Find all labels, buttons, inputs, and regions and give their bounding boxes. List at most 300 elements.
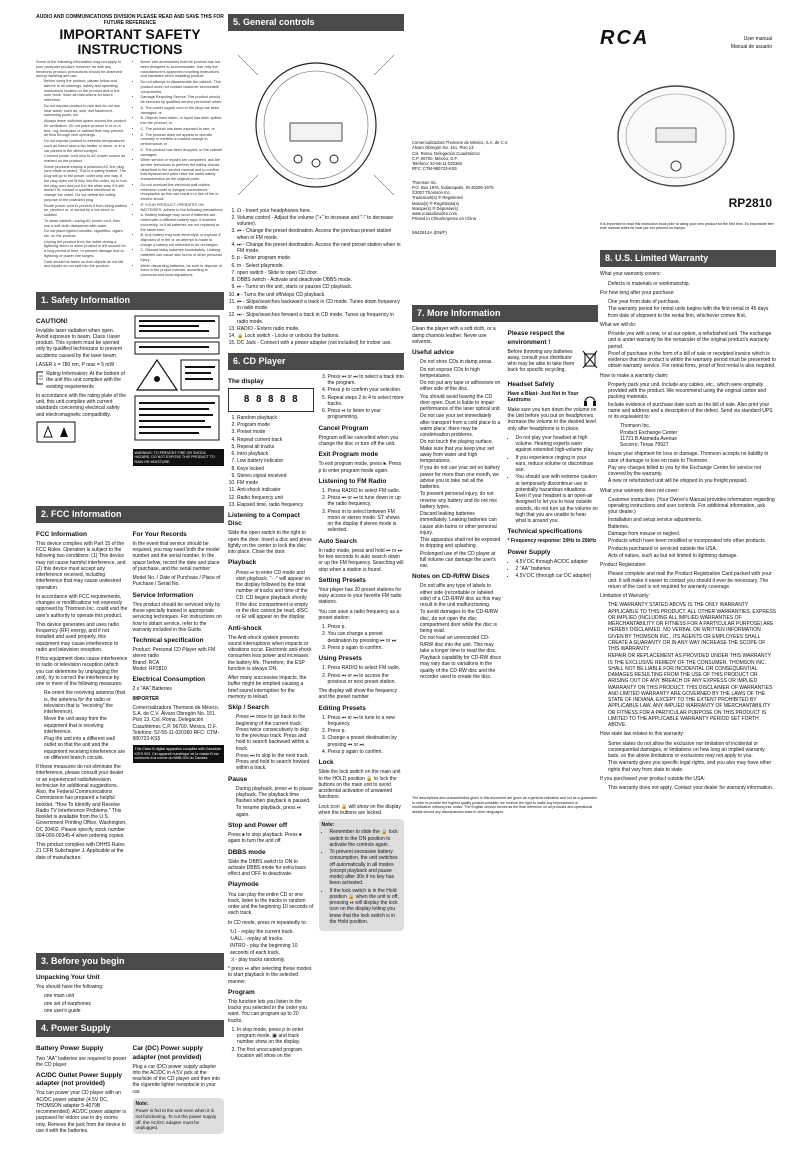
acdc-text: You can power your CD player with an AC/DC power adapter (4.5V DC, THOMSON adapter 5-4079B recommended). AC/DC power adapter is purposed for indoor use in dry rooms only. Remove the jack from the device to use it with the batteries. bbox=[36, 1090, 127, 1134]
control-item: 4. ⏭ - Change the preset destination. Access the next preset station when in FM mode. bbox=[237, 242, 404, 255]
safety-item: • E. The product has been dropped, or the cabinet damaged. bbox=[141, 148, 225, 157]
outside-head: If you purchased your product outside the USA: bbox=[600, 775, 706, 782]
useful-item: • This apparatus shall not be exposed to dripping and splashing. bbox=[420, 537, 503, 550]
safety-item: • A. The power supply cord or the plug has been damaged; or bbox=[141, 106, 225, 115]
power-note bbox=[133, 1098, 225, 1134]
display-item: 1. Random playback bbox=[237, 415, 314, 421]
skip-item: • Press ⏮ once to go back to the beginning of the current track. Press twice consecutively to skip to the previous track. Press and hold to search backward within a track. bbox=[236, 714, 314, 752]
not-cover-head: What your warranty does not cover: bbox=[600, 487, 679, 494]
warranty-item: • Products purchased or serviced outside the USA. bbox=[608, 546, 776, 552]
model-number: RP2810 bbox=[728, 196, 772, 210]
control-item: 8. DBBS switch - Activate and deactivate DBBS mode. bbox=[237, 277, 404, 283]
cdr-item: • Playback capability for CD-RW discs may vary due to variations in the quality of the CD-RW disc and the recorder used to create the disc. bbox=[420, 655, 503, 680]
cdr-item: • Do not load an unrecorded CD-R/RW disc into the unit. This may take a longer time to read the disc. bbox=[420, 635, 503, 654]
caution-title: CAUTION! bbox=[36, 317, 68, 325]
display-diagram bbox=[228, 388, 314, 412]
editing-step: 3. Change a preset destination by pressing ⏮ or ⏭. bbox=[328, 735, 405, 748]
headset-head: Headset Safety bbox=[507, 380, 555, 388]
laser-labels-icon bbox=[133, 314, 221, 444]
disclaimer: The descriptions and characteristics given in this document are given as a general indication and not as a guarantee. In order to provide the highest quality product possible, we reserve the right to make any improvement or modification without prior notice. The English version serves as the final reference on all products and operational details should any discrepancies arise in other languages. bbox=[412, 796, 598, 814]
display-item: 6. Intro playback bbox=[237, 451, 314, 457]
power-list bbox=[508, 559, 599, 580]
safety-list-b bbox=[133, 60, 225, 278]
power-item: • 4.5V DC through AC/DC adapter bbox=[516, 559, 599, 565]
warranty-item: • The warranty period for rental units begins with the first rental or 45 days from date of shipment to the rental firm, whichever comes first. bbox=[608, 306, 776, 319]
power-note-title: Note: bbox=[135, 1100, 149, 1107]
section-4-header: 4. Power Supply bbox=[36, 1020, 224, 1037]
pause-list bbox=[228, 786, 314, 818]
warranty-registration bbox=[600, 571, 776, 590]
presets-step: 1. Press p. bbox=[328, 624, 405, 630]
warranty-item: • One year from date of purchase. bbox=[608, 299, 776, 305]
editing-head: Editing Presets bbox=[318, 704, 366, 712]
anti-text-2: After many successive impacts, the buffer might be emptied causing a brief sound interruption for the memory to reload. bbox=[228, 675, 307, 700]
warranty-item: • Customer instruction. (Your Owner's Manual provides information regarding operating instructions and user controls. For additional information, ask your dealer.) bbox=[608, 497, 776, 516]
useful-list bbox=[412, 359, 503, 569]
warranty-state bbox=[600, 741, 776, 773]
importer-head: IMPORTER bbox=[132, 695, 159, 702]
unpack-item: • one user's guide bbox=[44, 1008, 224, 1014]
safety-item: • Some products employ a polarized AC line plug (one blade is wider). This is a safety feature. The plug will go in the power outlet only one way. If the plug does not fit fully into the outlet, try to turn the plug over and put it in the other way. If it still doesn't fit, contact a qualified electrician to change the outlet. Do not defeat the safety purpose of the polarized plug. bbox=[44, 165, 128, 203]
stop-head: Stop and Power off bbox=[228, 821, 288, 829]
state-head: How state law relates to this warranty: bbox=[600, 731, 685, 738]
display-item: 3. Preset mode bbox=[237, 429, 314, 435]
section-2-header: 2. FCC Information bbox=[36, 506, 224, 523]
controls-list bbox=[228, 208, 404, 347]
safety-item: • Do not expose product to rain and do not use near water; such as, sink, wet basement, swimming pools, etc. bbox=[44, 104, 128, 118]
player-cover-image bbox=[606, 70, 756, 200]
warranty-outside bbox=[600, 785, 776, 791]
limit-head: Limitation of Warranty: bbox=[600, 593, 650, 599]
manual-es: Manual de usuario bbox=[730, 44, 772, 50]
tech-freq: * Frequency response: 20Hz to 20kHz bbox=[507, 538, 597, 545]
display-item: 10. FM mode bbox=[237, 480, 314, 486]
presets-step: 2. You can change a preset destination by pressing ⏮ or ⏭. bbox=[328, 631, 405, 644]
fcc-text-4: If this equipment does cause interference to radio or television reception (which you can determine by unplugging the unit), try to correct the interference by one or more of the following measures: bbox=[36, 656, 128, 688]
headset-item: • You should use with extreme caution or temporarily discontinue use in potentially hazardous situations. Even if your headset is an open-air designed to let you to hear outside sounds, do not turn up the volume so high that you are unable to hear what is around you. bbox=[516, 474, 599, 524]
safety-list-a bbox=[36, 79, 128, 269]
batt-text: Two "AA" batteries are required to power the CD player bbox=[36, 1055, 127, 1068]
safety-item: • IF YOUR PRODUCT OPERATES ON BATTERIES, adhere to the following precautions: bbox=[141, 203, 225, 212]
warranty-item: • Pay any charges billed to you by the Exchange Center for service not covered by the warranty. bbox=[608, 465, 776, 478]
warranty-how-make bbox=[600, 382, 776, 421]
car-head: Car (DC) Power supply adapter (not provided) bbox=[132, 1045, 203, 1061]
section-6-header: 6. CD Player bbox=[228, 353, 404, 370]
program-text: This function lets you listen to the tracks you selected in the order you want. You can program up to 20 tracks. bbox=[228, 998, 307, 1024]
cdr-list bbox=[412, 583, 503, 680]
anti-head: Anti-shock bbox=[228, 624, 262, 632]
control-item: 5. p - Enter program mode. bbox=[237, 255, 404, 261]
caution-text: Invisible laser radiation when open. Avoid exposure to beam. Class I laser product. This system must be opened only by qualified technicians to prevent accidents caused by the laser beam. bbox=[36, 327, 122, 359]
acdc-head: AC/DC Outlet Power Supply adapter (not provided) bbox=[36, 1072, 122, 1088]
important-note: It is important to read this instruction book prior to using your new product for the first time. Es importante leer este manual antes de usar por vez primera su equipo. bbox=[600, 222, 774, 231]
using-text: The display will show the frequency and the preset number. bbox=[318, 688, 398, 701]
pause-head: Pause bbox=[228, 775, 248, 783]
presets-text-2: You can save a radio frequency as a preset station: bbox=[318, 608, 400, 621]
fm-step: 2. Press ⏮ or ⏭ to tune down or up the radio frequency. bbox=[328, 495, 405, 508]
pause-item: • During playback, press ⏯ to pause playback. The playback time flashes when playback is paused. bbox=[236, 786, 314, 805]
warranty-item: • Provide you with a new, or at our option, a refurbished unit. The exchange unit is under warranty for the remainder of the original product's warranty period. bbox=[608, 331, 776, 350]
section-3-header: 3. Before you begin bbox=[36, 953, 224, 970]
display-item: 2. Program mode bbox=[237, 422, 314, 428]
control-item: 7. open switch - Slide to open CD door. bbox=[237, 270, 404, 276]
exit-text: To exit program mode, press ⏹. Press p to enter program mode again. bbox=[318, 461, 402, 474]
lock-text-2: Lock icon 🔒 will show on the display when the buttons are locked. bbox=[318, 803, 401, 816]
editing-step: 2. Press p. bbox=[328, 728, 405, 734]
laser-spec: LASER λ = 780 nm, P max = 5 mW bbox=[36, 361, 115, 368]
warranty-more bbox=[600, 451, 776, 484]
warranty-item: • Batteries. bbox=[608, 524, 776, 530]
warranty-item: • Acts of nature, such as but not limited to lightning damage. bbox=[608, 553, 776, 559]
safety-item: • Route power cord to prevent it from being walked on, pinched or, or sorted by a hot stove or radiator. bbox=[44, 204, 128, 218]
safety-item: • Do not overload the electrical wall outlets, extension cords or integral convenience receptacles as this can result in a risk of fire or electric shock. bbox=[141, 183, 225, 202]
program-step: 3. Press ⏮ or ⏭ to select a track into the program. bbox=[328, 374, 405, 387]
safety-item: • Care should be taken so that objects do not fall and liquids do not spill into the product. bbox=[44, 260, 128, 269]
lock-text-1: Slide the lock switch on the main unit to the HOLD position 🔒 to lock the buttons on the main unit to avoid accidental activation of unwanted functions. bbox=[318, 769, 401, 801]
safety-item: • To clean cabinet, unplug AC power cord, then use a soft cloth dampened with water. bbox=[44, 219, 128, 228]
useful-item: • Do not expose CDs to high temperatures. bbox=[420, 367, 503, 380]
cd-note-title: Note: bbox=[321, 822, 335, 828]
rating-text: Rating Information: At the bottom of the unit this unit complies with the existing requirements bbox=[46, 371, 125, 390]
warranty-item: • Insure your shipment for loss or damage. Thomson accepts no liability in case of damage or loss en route to Thomson. bbox=[608, 451, 776, 464]
records-text: In the event that service should be required, you may need both the model number and the serial number. In the space below, record the date and place of purchase, and the serial number: bbox=[132, 540, 220, 572]
unpack-head: Unpacking Your Unit bbox=[36, 974, 100, 982]
bin-crossed-icon bbox=[582, 349, 598, 369]
display-list bbox=[228, 415, 314, 508]
service-head: Service Information bbox=[132, 591, 194, 599]
skip-item: • Press ⏭ to skip to the next track. Press and hold to search forward within a track. bbox=[236, 753, 314, 772]
cd-note-list bbox=[322, 829, 402, 925]
display-item: 5. Repeat all tracks bbox=[237, 444, 314, 450]
safety-item: • A. Battery leakage may occur if batteries are mixed with a different battery type, if inserted incorrectly, or if all batteries are not replaced at the same time. bbox=[141, 213, 225, 232]
cancel-head: Cancel Program bbox=[318, 424, 369, 432]
warranty-item: • THE WARRANTY STATED ABOVE IS THE ONLY WARRANTY APPLICABLE TO THIS PRODUCT. ALL OTHER WARRANTIES, EXPRESS OR IMPLIED (INCLUDING ALL IMPLIED WARRANTIES OF MERCHANTABILITY OR FITNESS FOR A PARTICULAR PURPOSE) ARE HEREBY DISCLAIMED. NO VERBAL OR WRITTEN INFORMATION GIVEN BY THOMSON INC., ITS AGENTS OR EMPLOYEES SHALL CREATE A GUARANTY OR IN ANY WAY INCREASE THE SCOPE OF THIS WARRANTY. bbox=[608, 602, 776, 652]
useful-item: • If you do not use your set on battery power for more than one month, we advise you to take out all the batteries. bbox=[420, 465, 503, 490]
using-head: Using Presets bbox=[318, 655, 362, 663]
presets-text-1: Your player has 20 preset stations for easy access to your favorite FM radio stations. bbox=[318, 586, 402, 606]
car-text: Plug a car (DC) power supply adapter into the AC/DC in 4.5V jack at the rear/side of the CD player and then into the cigarette lighter receptacle in your car. bbox=[132, 1063, 220, 1095]
headset-list bbox=[508, 435, 599, 525]
fcc-text-6: This product complies with DHHS Rules 21 CFR Subchapter J. Applicable at the date of manufacture. bbox=[36, 842, 125, 861]
anti-text-1: The Anti-shock system prevents sound interruptions when impacts or vibrations occur. Electronic anti-shock consumes less power and increases the battery life. Therefore, the ESP function is always ON. bbox=[228, 634, 312, 672]
warning-text: WARNING: TO PREVENT FIRE OR SHOCK HAZARD, DO NOT EXPOSE THIS PRODUCT TO RAIN OR MOISTURE. bbox=[133, 449, 225, 466]
main-title-1: IMPORTANT SAFETY bbox=[59, 25, 201, 42]
what-covers-head: What your warranty covers: bbox=[600, 271, 661, 278]
canada-note: This Class B digital apparatus complies with Canadian ICES-003. Cet appareil numérique de la classe B est conforme à la norme du NMB-003 du Canada. bbox=[133, 745, 225, 762]
elec-text: 2 x "AA" Batteries bbox=[132, 686, 172, 693]
playmode-head: Playmode bbox=[228, 881, 259, 889]
column-warranty bbox=[600, 0, 776, 1131]
useful-head: Useful advice bbox=[412, 349, 454, 357]
fcc-body bbox=[36, 527, 224, 947]
fcc-bullet: • Plug the unit into a different wall outlet so that the unit and the equipment receiving interference are on different branch circuits. bbox=[44, 736, 128, 761]
playmode-text-2: In CD mode, press m repeatedly to: bbox=[228, 919, 307, 926]
warranty-item: • Some states do not allow the exclusion nor limitation of incidental or consequential damages, or limitations on how long an implied warranty lasts, so the above limitations or exclusions may not apply to you. bbox=[608, 741, 776, 760]
display-item: 9. Stereo signal received bbox=[237, 473, 314, 479]
safety-item: • Do not attempt to disassemble the cabinet. This product does not contain customer serviceable components. bbox=[141, 80, 225, 94]
fcc-text-1: This device complies with Part 15 of the FCC Rules. Operation is subject to the following two conditions: (1) This device may not cause harmful interference, and (2) this device must accept any interference received, including interference that may cause undesired operation. bbox=[36, 540, 126, 591]
using-steps bbox=[319, 665, 405, 685]
using-step: 1. Press RADIO to select FM radio. bbox=[328, 665, 405, 671]
useful-item: • You should avoid leaving the CD door open. Dust is liable to impair performance of the laser optical unit. bbox=[420, 394, 503, 413]
program-head: Program bbox=[228, 988, 255, 996]
section-1-header: 1. Safety Information bbox=[36, 292, 224, 309]
control-item: 6. m - Select playmode. bbox=[237, 263, 404, 269]
rca-logo: RCA bbox=[600, 27, 650, 49]
tech-head: Technical specification bbox=[132, 637, 204, 645]
safety-item: • C. Discard leaky batteries immediately. Leaking batteries can cause skin burns or other personal injury. bbox=[141, 248, 225, 262]
display-head: The display bbox=[228, 377, 264, 385]
fm-head: Listening to FM Radio bbox=[318, 477, 387, 485]
power-head: Power Supply bbox=[507, 548, 551, 556]
editing-step: 1. Press ⏮ or ⏭ to tune to a new frequency. bbox=[328, 715, 405, 728]
cdr-head: Notes on CD-R/RW Discs bbox=[412, 573, 490, 581]
safety-item: • Do not place lighted candles, cigarettes, cigars, etc. on the product. bbox=[44, 229, 128, 238]
headset-item: • If you experience ringing in your ears, reduce volume or discontinue use. bbox=[516, 455, 599, 474]
player-diagram bbox=[228, 35, 404, 205]
fcc-bullet: • Move the unit away from the equipment that is receiving interference. bbox=[44, 716, 128, 735]
fcc-head: FCC Information bbox=[36, 530, 87, 538]
safety-item: • Connect power cord only to AC power source as marked on the product. bbox=[44, 154, 128, 163]
fm-steps bbox=[319, 488, 405, 534]
power-note-text: Power is fed to the unit even when it is not functioning. To cut the power supply off, the AC/DC adapter must be unplugged. bbox=[135, 1108, 217, 1131]
fm-step: 1. Press RADIO to select FM radio. bbox=[328, 488, 405, 494]
caution-label-icon bbox=[36, 421, 76, 443]
exchange-address: Thomson Inc. Product Exchange Center 11721 B Alameda Avenue Socorro, Texas 79927 bbox=[620, 423, 678, 448]
display-item: 4. Repeat current track bbox=[237, 437, 314, 443]
playmode-text-1: You can play the entire CD or one track, listen to the tracks in random order and the beginning 10 seconds of each track. bbox=[228, 891, 314, 917]
skip-head: Skip / Search bbox=[228, 704, 269, 712]
how-make-head: How to make a warranty claim: bbox=[600, 372, 669, 379]
playmode-text-3: * press ⏯ after selecting these modes to start playback in the selected manner. bbox=[228, 966, 312, 985]
auto-text: In radio mode, press and hold ⏮ or ⏭ for two seconds to auto search down or up the FM frequency. Searching will stop when a station is found. bbox=[318, 547, 404, 573]
control-item: 14. 🔒 Lock switch - Locks or unlocks the buttons. bbox=[237, 333, 404, 339]
control-item: 1. ☊ - Insert your headphones here. bbox=[237, 208, 404, 214]
useful-item: • Do not put any tape or adhesives on either side of the disc. bbox=[420, 380, 503, 393]
importer-text: Comercializadora Thomson de México, S.A. de C.V. Álvaro Obregón No. 151. Piso 13. Col. Roma. Delegación Cuauhtémoc C.P. 06700. México, D.F. Telefono: 52-55-11-020360 RFC: CTM-980723-KS5 bbox=[132, 704, 220, 743]
stop-text: Press ⏹ to stop playback. Press ⏹ again to turn the unit off. bbox=[228, 832, 302, 845]
exit-head: Exit Program mode bbox=[318, 451, 379, 459]
safety-item: • Before using the product, please follow and adhere to all warnings, safety and operating instructions located on the product and in the user book. Save all instructions for future reference. bbox=[44, 79, 128, 103]
cdr-item: • Do not affix any type of labels to either side (recordable or labeled side) of a CD-R/RW disc as this may result in the unit malfunctioning. bbox=[420, 583, 503, 608]
section-5-header: 5. General controls bbox=[228, 14, 404, 31]
playmode-item: INTRO - play the beginning 10 seconds of each track. bbox=[230, 943, 298, 956]
control-item: 11. ⏮ - Skips/searches backward a track in CD mode. Tunes down frequency in radio mode. bbox=[237, 299, 404, 312]
warranty-item: • Damage from misuse or neglect. bbox=[608, 531, 776, 537]
section-7-header: 7. More Information bbox=[412, 305, 598, 322]
playmode-item: ↻1 - replay the current track. bbox=[230, 928, 294, 935]
presets-steps bbox=[319, 624, 405, 651]
warranty-item: • Properly pack your unit. Include any cables, etc., which were originally provided with the product. We recommend using the original carton and packing materials. bbox=[608, 382, 776, 401]
display-item: 8. Keys locked bbox=[237, 466, 314, 472]
cover-area bbox=[600, 0, 776, 236]
safety-columns bbox=[36, 60, 224, 286]
headset-text-2: Make sure you turn down the volume on the unit before you put on headphones. Increase the volume to the desired level only after headphone is in place. bbox=[507, 406, 597, 432]
control-item: 13. RADIO - Enters radio mode. bbox=[237, 326, 404, 332]
warranty-item: • Products which have been modified or incorporated into other products. bbox=[608, 538, 776, 544]
safety-intro: Some of the following information may not apply to your particular product; however, as with any electronic product, precautions should be observed during handling and use. bbox=[36, 60, 122, 79]
safety-item: • B. Objects have fallen, or liquid has been spilled into the product; or bbox=[141, 116, 225, 125]
dbbs-text: Slide the DBBS switch to ON to activate DBBS mode for extra bass effect and OFF to deactivate. bbox=[228, 858, 306, 878]
importer-block: Comercializadora Thomson de México, S.A. de C.V. Álvaro Obregón No. 151. Piso 13. Col. Roma. Delegación Cuauhtémoc C.P. 06700. México, D.F. Telefono: 52-55-11-020360 RFC: CTM-980723-KS5 bbox=[412, 140, 509, 172]
warranty-body bbox=[600, 271, 776, 1131]
display-readout: 8 8 8 8 8 bbox=[243, 393, 298, 405]
control-item: 3. ⏮ - Change the preset destination. Access the previous preset station when in FM mode. bbox=[237, 228, 404, 241]
fm-step: 3. Press m to select between FM mono or stereo mode. ST shows on the display if stereo mode is selected. bbox=[328, 509, 405, 534]
warranty-item: • This warranty gives you specific legal rights, and you also may have other rights that vary from state to state. bbox=[608, 760, 776, 773]
playmode-item: ↻ALL - replay all tracks. bbox=[230, 936, 284, 942]
playback-head: Playback bbox=[228, 559, 257, 567]
cd-body bbox=[228, 374, 404, 1164]
presets-step: 3. Press p again to confirm. bbox=[328, 645, 405, 651]
warranty-not-cover bbox=[600, 497, 776, 559]
program-step: 1. In stop mode, press p to enter program mode. ▣ and track number show on the display. bbox=[237, 1027, 314, 1046]
fcc-text-3: This device generates and uses radio frequency (RF) energy, and if not installed and used properly, this equipment may cause interference to radio and television reception. bbox=[36, 621, 120, 653]
useful-item: • Do not touch the playing surface. Make sure that you keep your set away from water and high temperatures. bbox=[420, 439, 503, 464]
user-manual: User manual bbox=[743, 36, 772, 42]
warranty-will-do bbox=[600, 331, 776, 370]
safety-item: • Always leave sufficient space around the product for ventilation. Do not place product in or on a bed, rug, bookcase or cabinet that may prevent air flow through vent openings. bbox=[44, 119, 128, 138]
fcc-bullets bbox=[36, 690, 128, 761]
warranty-limitation bbox=[600, 602, 776, 728]
main-title-2: INSTRUCTIONS bbox=[77, 40, 183, 57]
control-item: 12. ⏭ - Skips/searches forward a track in CD mode. Tunes up frequency in radio mode. bbox=[237, 312, 404, 325]
tech-text: Product: Personal CD Player with FM stereo radio Brand: RCA Model: RP2810 bbox=[132, 647, 216, 672]
useful-item: • To prevent personal injury, do not reverse any battery and do not mix battery types. bbox=[420, 491, 503, 510]
batt-head: Battery Power Supply bbox=[36, 1045, 104, 1053]
display-item: 11. Anti-shock indicator bbox=[237, 487, 314, 493]
clean-text: Clean the player with a soft cloth, or a damp chamois leather. Never use solvents. bbox=[412, 326, 496, 345]
rating-box-icon bbox=[36, 371, 43, 385]
display-item: 7. Low battery indicator bbox=[237, 458, 314, 464]
elec-head: Electrical Consumption bbox=[132, 676, 206, 684]
safety-info-body bbox=[36, 314, 224, 500]
env-text: Before throwing any batteries away, consult your distributor who may be able to take them back for specific recycling. bbox=[507, 348, 575, 374]
fcc-bullet: • Re-orient the receiving antenna (that is, the antenna for the radio or television that is "receiving" the interference). bbox=[44, 690, 128, 715]
headset-text-1: Have a Blast- Just Not in Your Eardrums bbox=[507, 390, 579, 403]
service-text: This product should be serviced only by those specially trained in appropriate servicing techniques. For instructions on how to obtain service, refer to the warranty included in this Guide. bbox=[132, 601, 222, 633]
unpack-item: • one main unit bbox=[44, 993, 224, 999]
program-step: 6. Press ⏯ to listen to your programming. bbox=[328, 408, 405, 421]
warranty-item: • This warranty does not apply. Contact your dealer for warranty information. bbox=[608, 785, 776, 791]
power-item: • 2 "AA" batteries bbox=[516, 566, 599, 572]
playmode-item: ⤨ - play tracks randomly. bbox=[230, 956, 286, 963]
control-item: 10. ⏹ - Turns the unit off/stops CD playback. bbox=[237, 292, 404, 298]
useful-item: • Do not use your set immediately after transport from a cold place to a warm place: there may be condensation problems. bbox=[420, 413, 503, 438]
warranty-item: • Defects in materials or workmanship. bbox=[608, 281, 776, 287]
lock-head: Lock bbox=[318, 759, 334, 767]
compliance-text: In accordance with the rating plate of the unit, this unit complies with current standards concerning electrical safety and electromagnetic compatibility. bbox=[36, 392, 127, 418]
power-body bbox=[36, 1041, 224, 1137]
program-step: 4. Press p to confirm your selection. bbox=[328, 387, 405, 393]
using-step: 2. Press ⏮ or ⏭ to access the previous or next preset station. bbox=[328, 673, 405, 686]
safety-item: • C. The product has been exposed to rain; or bbox=[141, 127, 225, 132]
unpack-list bbox=[36, 993, 224, 1014]
section-8-header: 8. U.S. Limited Warranty bbox=[600, 250, 776, 267]
unpack-item: • one set of earphones bbox=[44, 1001, 224, 1007]
playback-item: • If the disc compartment is empty or the disc cannot be read, dISC or Er will appear on the display. bbox=[236, 602, 314, 621]
auto-head: Auto Search bbox=[318, 537, 357, 545]
safety-item: • B. Any battery may leak electrolyte or explode if disposed of in fire or an attempt is made to charge a battery not intended to be recharged. bbox=[141, 233, 225, 247]
cd-note-item: • To prevent excessive battery consumption, the unit switches off automatically in all modes (except playback and pause mode) after 30s if no key has been activated. bbox=[330, 849, 402, 887]
warranty-covers bbox=[600, 281, 776, 287]
useful-item: • Discard leaking batteries immediately. Leaking batteries can cause skin burns or other personal injury. bbox=[420, 511, 503, 536]
headset-item: • Do not play your headset at high volume. Hearing experts warn against extended high-volume play. bbox=[516, 435, 599, 454]
more-info-body bbox=[412, 326, 598, 796]
column-info bbox=[412, 0, 598, 814]
warranty-item: • Proof of purchase in the form of a bill of sale or receipted invoice which is evidence that the product is within the warranty period must be presented to obtain warranty service. For rental firms, proof of first rental is also required. bbox=[608, 351, 776, 370]
useful-item: • Prolonged use of the CD player at full volume can damage the user's ear. bbox=[420, 551, 503, 570]
safety-item: • When service or repairs are completed, ask the service technician to perform the safety checks described in the service manual and to confirm that replacement parts have the same safety characteristics as the original parts. bbox=[141, 158, 225, 182]
part-number: 5642614A (EN/F) bbox=[412, 229, 447, 235]
cdr-item: • To avoid damages to the CD-R/RW disc, do not open the disc compartment door while the disc is being read. bbox=[420, 609, 503, 634]
thomson-block: Thomson Inc. P.O. Box 1976, Indianapolis, IN 46206-1976 ©2007 Thomson Inc. Trademark(s) ® Registered Marca(s) ® Registrada(s) Marque(s) ® Déposée(s) www.rcaaudiovideo.com Printed in China/Impreso en China bbox=[412, 179, 494, 222]
power-item: • 4.5V DC (through car DC adapter) bbox=[516, 573, 599, 579]
program-steps bbox=[228, 1027, 314, 1059]
warranty-item: • Include evidence of purchase date such as the bill of sale. Also print your name and address and a description of the defect. Send via standard UPS or its equivalent to: bbox=[608, 402, 776, 421]
playmode-list bbox=[228, 929, 314, 963]
display-item: 13. Elapsed time, radio frequency bbox=[237, 502, 314, 508]
display-item: 12. Radio frequency unit bbox=[237, 495, 314, 501]
playback-item: • Press ⏯ to enter CD mode and start playback. "- -" will appear on the display followed by the total number of tracks and time of the CD. CD begins playback shortly. bbox=[236, 570, 314, 601]
cd-note bbox=[319, 819, 405, 931]
control-item: 15. DC Jack - Connect with a power adapter (not included) for indoor use. bbox=[237, 340, 404, 346]
safety-item: • Unplug the product from the outlet during a lightning storm or when product is left unused for a long period of time, to prevent damage due to lightning or power line surges. bbox=[44, 240, 128, 259]
headphones-icon bbox=[582, 391, 598, 407]
program-step: 5. Repeat steps 2 to 4 to select more tracks. bbox=[328, 395, 405, 408]
fcc-text-5: If these measures do not eliminate the interference, please consult your dealer or an experienced radio/television technician for additional suggestions. Also, the Federal Communications Commission has prepared a helpful booklet, "How To Identify and Resolve Radio TV Interference Problems." This booklet is available from the U.S. Government Printing Office, Washington, DC 20402. Please specify stock number 004-000-00345-4 when ordering copies. bbox=[36, 764, 127, 839]
warranty-how-long bbox=[600, 299, 776, 319]
listen-head: Listening to a Compact Disc bbox=[228, 512, 300, 528]
safety-item: • Never add accessories that the product has not been designed to accommodate. Use only the manufacturer's approved mounting instructions and hardware when installing product. bbox=[141, 60, 225, 79]
unpack-text: You should have the following: bbox=[36, 984, 104, 991]
program-step: 2. The first unoccupied program location will show on the bbox=[237, 1047, 314, 1060]
column-safety bbox=[36, 0, 224, 1137]
pause-item: • To resume playback, press ⏯ again. bbox=[236, 805, 314, 818]
will-do-head: What we will do: bbox=[600, 321, 637, 328]
safety-item: • D. The product does not appear to operate normally or exhibits a marked change in performance; or bbox=[141, 133, 225, 147]
warranty-item: • Please complete and mail the Product Registration Card packed with your unit. It will make it easier to contact you should it ever be necessary. The return of the card is not required for warranty coverage. bbox=[608, 571, 776, 590]
playback-list bbox=[228, 570, 314, 621]
reg-head: Product Registration: bbox=[600, 562, 647, 568]
column-controls bbox=[228, 0, 404, 1164]
records-head: For Your Records bbox=[132, 530, 187, 538]
warranty-item: • Installation and setup service adjustments. bbox=[608, 517, 776, 523]
fcc-text-2: In accordance with FCC requirements, changes or modifications not expressly approved by Thomson Inc. could void the user's authority to operate this product. bbox=[36, 593, 128, 619]
warranty-item: • A new or refurbished unit will be shipped to you freight prepaid. bbox=[608, 478, 776, 484]
records-fields: Model No. / Date of Purchase / Place of Purchase / Serial No. bbox=[132, 575, 221, 588]
presets-head: Setting Presets bbox=[318, 576, 366, 584]
editing-steps bbox=[319, 715, 405, 756]
control-item: 2. Volume control - Adjust the volume ("+" to increase and "-" to decrease volume). bbox=[237, 215, 404, 228]
safety-item: • Do not expose product to extreme temperatures such as found near a fan heater or stove, or in a car parked in the direct sunlight. bbox=[44, 139, 128, 153]
safety-item: • When discarding batteries, be sure to dispose of them in the proper manner, according to provincial and local regulations. bbox=[141, 264, 225, 278]
how-long-head: For how long after your purchase: bbox=[600, 289, 675, 296]
useful-item: • Do not store CDs in damp areas. bbox=[420, 359, 503, 365]
top-notice: AUDIO AND COMMUNICATIONS DIVISION PLEASE READ AND SAVE THIS FOR FUTURE REFERENCE bbox=[36, 14, 224, 27]
safety-item: • Damage Requiring Service-This product should be serviced by qualified service personnel when: bbox=[141, 95, 225, 104]
cancel-text: Program will be cancelled when you change the disc or turn off the unit. bbox=[318, 434, 399, 447]
control-item: 9. ⏯ - Turns on the unit, starts or pauses CD playback. bbox=[237, 284, 404, 290]
warranty-item: • REPAIR OR REPLACEMENT AS PROVIDED UNDER THIS WARRANTY IS THE EXCLUSIVE REMEDY OF THE CONSUMER. THOMSON INC. SHALL NOT BE LIABLE FOR INCIDENTAL OR CONSEQUENTIAL DAMAGES RESULTING FROM THE USE OF THIS PRODUCT OR ARISING OUT OF ANY BREACH OF ANY EXPRESS OR IMPLIED WARRANTY ON THIS PRODUCT. THIS DISCLAIMER OF WARRANTIES AND LIMITED WARRANTY ARE GOVERNED BY THE LAWS OF THE STATE OF INDIANA. EXCEPT TO THE EXTENT PROHIBITED BY APPLICABLE LAW, ANY IMPLIED WARRANTY OF MERCHANTABILITY OR FITNESS FOR A PARTICULAR PURPOSE ON THIS PRODUCT IS LIMITED TO THE APPLICABLE WARRANTY PERIOD SET FORTH ABOVE. bbox=[608, 653, 776, 728]
dbbs-head: DBBS mode bbox=[228, 848, 266, 856]
skip-list bbox=[228, 714, 314, 771]
cd-note-item: • Remember to slide the 🔒 lock switch to the ON position to activate the controls again. bbox=[330, 829, 402, 848]
env-head: Please respect the environment ! bbox=[507, 330, 565, 346]
program-steps-2 bbox=[319, 374, 405, 421]
tech-spec-head: Technical specifications bbox=[507, 528, 583, 536]
cd-note-item: • If the lock switch is in the Hold position 🔒 when the unit is off, pressing ⏯ will display the lock icon on the display letting you know that the lock switch is in the Hold position. bbox=[330, 888, 402, 926]
